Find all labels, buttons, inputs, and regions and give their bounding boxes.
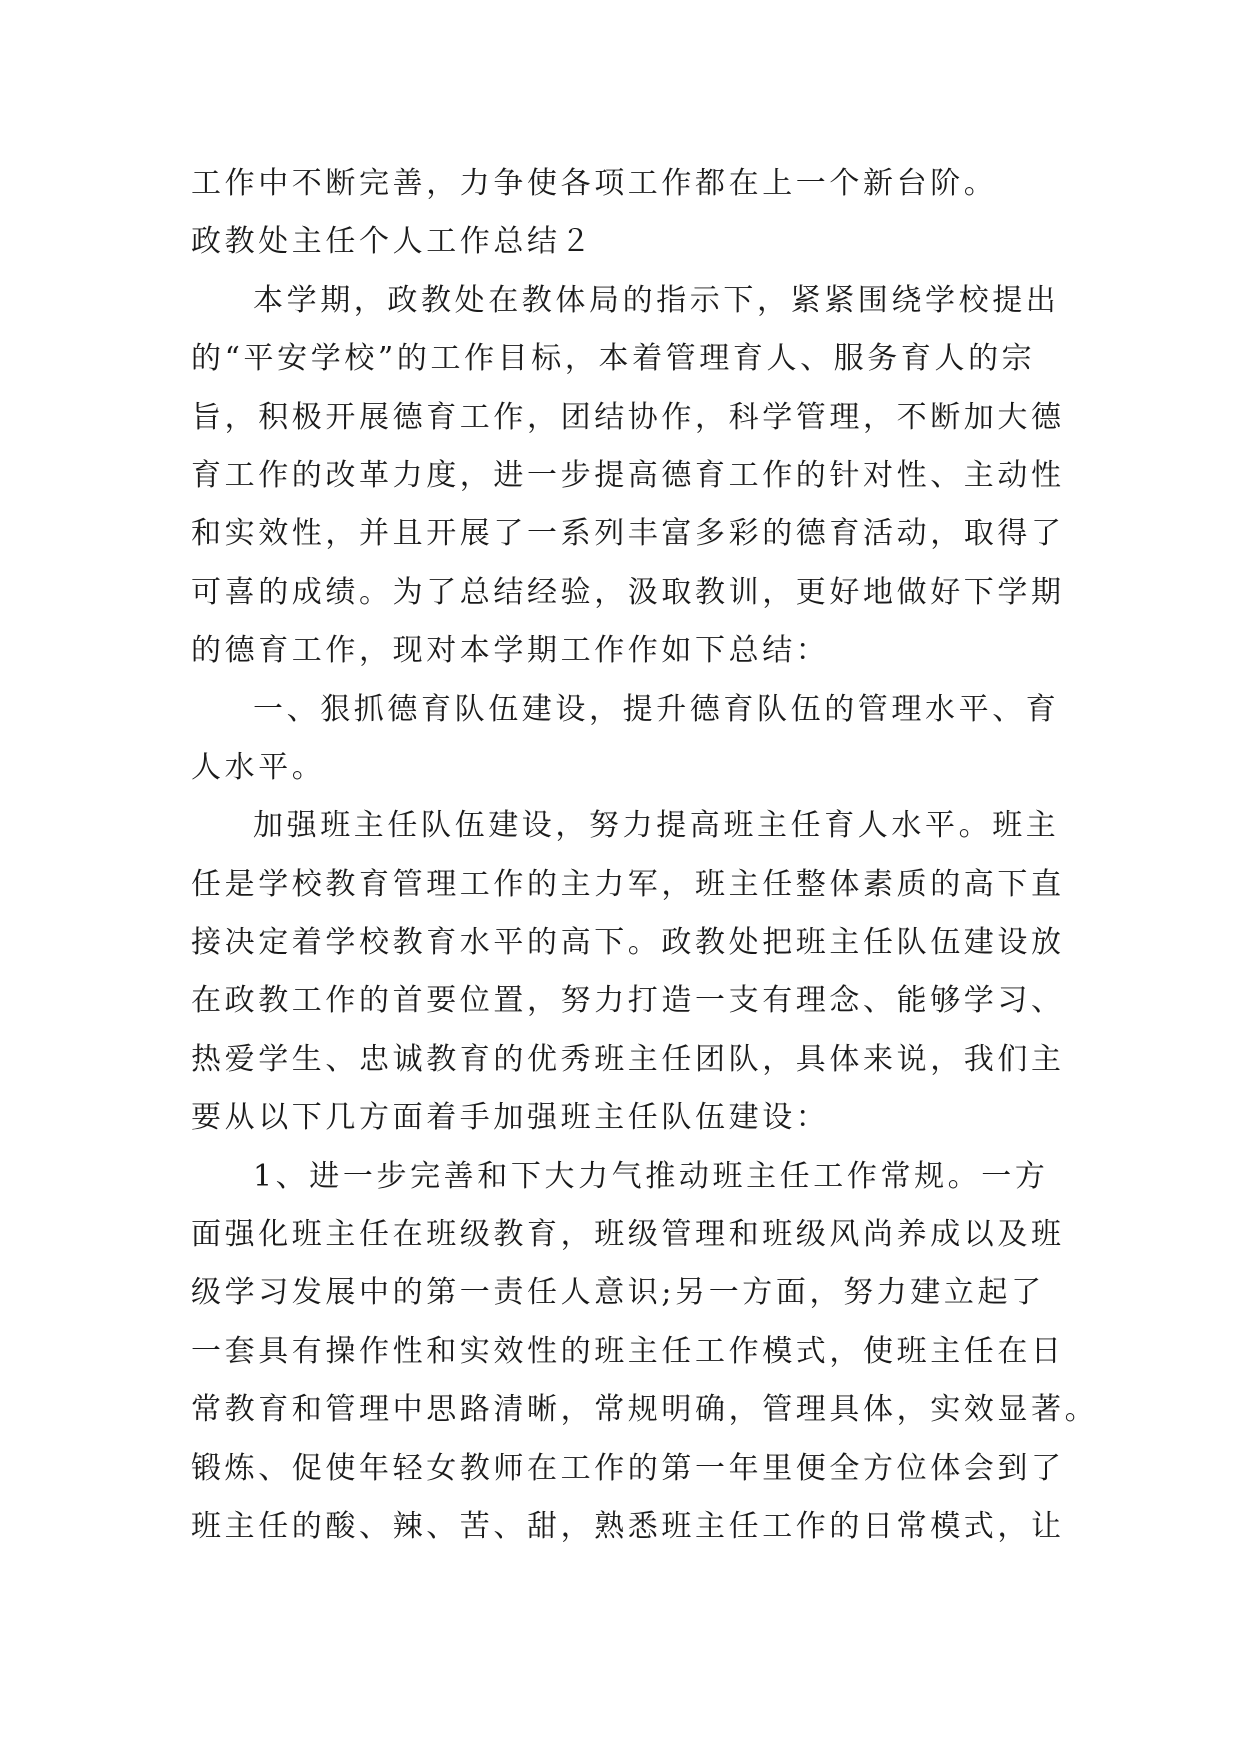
paragraph-line: 级学习发展中的第一责任人意识;另一方面，努力建立起了 [191,1275,1045,1311]
heading-line: 人水平。 [191,749,326,785]
section-title: 政教处主任个人工作总结２ [191,224,595,260]
paragraph-line: 本学期，政教处在教体局的指示下，紧紧围绕学校提出 [253,282,1060,318]
paragraph-line: 的德育工作，现对本学期工作作如下总结： [191,633,830,669]
paragraph-line: 接决定着学校教育水平的高下。政教处把班主任队伍建设放 [191,925,1065,961]
document-page [191,155,1099,1556]
paragraph-line: 面强化班主任在班级教育，班级管理和班级风尚养成以及班 [191,1217,1065,1253]
paragraph-line: 育工作的改革力度，进一步提高德育工作的针对性、主动性 [191,457,1065,493]
text-line: 工作中不断完善，力争使各项工作都在上一个新台阶。 [191,166,998,201]
paragraph-line: 常教育和管理中思路清晰，常规明确，管理具体，实效显著。 [191,1392,1099,1428]
paragraph-line: 要从以下几方面着手加强班主任队伍建设： [191,1100,830,1136]
paragraph-line: 班主任的酸、辣、苦、甜，熟悉班主任工作的日常模式，让 [191,1508,1065,1544]
paragraph-line: 一套具有操作性和实效性的班主任工作模式，使班主任在日 [191,1333,1065,1369]
paragraph-line: 锻炼、促使年轻女教师在工作的第一年里便全方位体会到了 [191,1450,1065,1486]
paragraph-line: 1、进一步完善和下大力气推动班主任工作常规。一方 [253,1158,1049,1194]
paragraph-line: 任是学校教育管理工作的主力军，班主任整体素质的高下直 [191,866,1065,902]
paragraph-line: 热爱学生、忠诚教育的优秀班主任团队，具体来说，我们主 [191,1041,1065,1077]
heading-line: 一、狠抓德育队伍建设，提升德育队伍的管理水平、育 [253,691,1060,727]
paragraph-line: 加强班主任队伍建设，努力提高班主任育人水平。班主 [253,808,1060,844]
paragraph-line: 旨，积极开展德育工作，团结协作，科学管理，不断加大德 [191,399,1065,435]
paragraph-line: 和实效性，并且开展了一系列丰富多彩的德育活动，取得了 [191,516,1065,552]
paragraph-line: 在政教工作的首要位置，努力打造一支有理念、能够学习、 [191,983,1065,1019]
paragraph-line: 的“平安学校”的工作目标，本着管理育人、服务育人的宗 [191,341,1036,377]
paragraph-line: 可喜的成绩。为了总结经验，汲取教训，更好地做好下学期 [191,574,1065,610]
